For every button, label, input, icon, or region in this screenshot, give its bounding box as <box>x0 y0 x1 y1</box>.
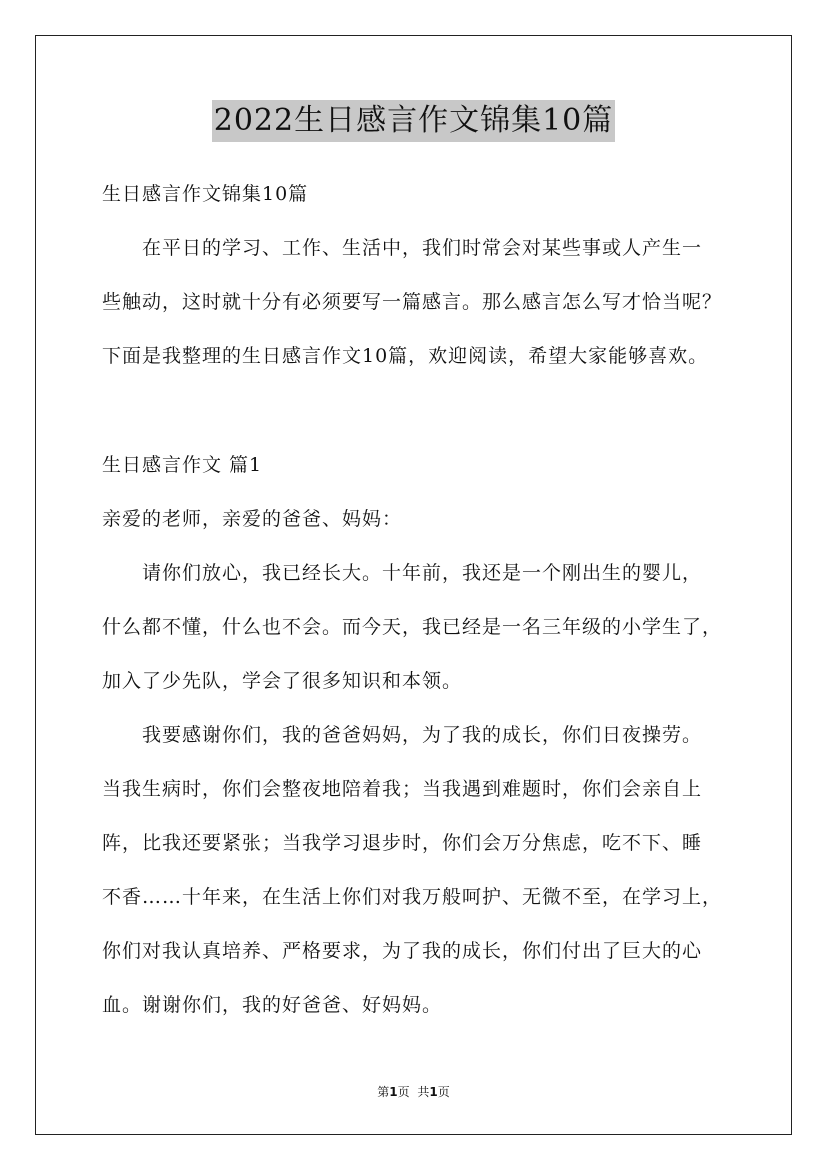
section-heading: 生日感言作文 篇1 <box>102 454 263 476</box>
para1-line-1: 请你们放心，我已经长大。十年前，我还是一个刚出生的婴儿， <box>142 562 703 584</box>
intro-line-2: 些触动，这时就十分有必须要写一篇感言。那么感言怎么写才恰当呢？ <box>102 291 723 313</box>
page-footer <box>0 1083 827 1101</box>
document-title: 2022生日感言作文锦集10篇 <box>212 100 616 142</box>
footer-total-prefix: 共 <box>417 1085 430 1099</box>
para2-line-5: 你们对我认真培养、严格要求，为了我的成长，你们付出了巨大的心 <box>102 940 703 962</box>
intro-line-1: 在平日的学习、工作、生活中，我们时常会对某些事或人产生一 <box>142 237 703 259</box>
intro-line-3: 下面是我整理的生日感言作文10篇，欢迎阅读，希望大家能够喜欢。 <box>102 345 709 367</box>
para2-line-1: 我要感谢你们，我的爸爸妈妈，为了我的成长，你们日夜操劳。 <box>142 724 703 746</box>
para2-line-3: 阵，比我还要紧张；当我学习退步时，你们会万分焦虑，吃不下、睡 <box>102 832 703 854</box>
footer-total-suffix: 页 <box>437 1085 450 1099</box>
title-container <box>0 100 827 142</box>
para2-line-2: 当我生病时，你们会整夜地陪着我；当我遇到难题时，你们会亲自上 <box>102 778 703 800</box>
footer-page-number: 1 <box>389 1085 398 1099</box>
footer-page-prefix: 第 <box>377 1085 390 1099</box>
footer-page-suffix: 页 <box>397 1085 410 1099</box>
document-subtitle: 生日感言作文锦集10篇 <box>102 183 309 205</box>
para2-line-6: 血。谢谢你们，我的好爸爸、好妈妈。 <box>102 994 443 1016</box>
para1-line-2: 什么都不懂，什么也不会。而今天，我已经是一名三年级的小学生了， <box>102 616 723 638</box>
para2-line-4: 不香……十年来，在生活上你们对我万般呵护、无微不至，在学习上， <box>102 886 723 908</box>
footer-total-number: 1 <box>429 1085 438 1099</box>
para1-line-3: 加入了少先队，学会了很多知识和本领。 <box>102 670 463 692</box>
salutation: 亲爱的老师，亲爱的爸爸、妈妈： <box>102 508 403 530</box>
